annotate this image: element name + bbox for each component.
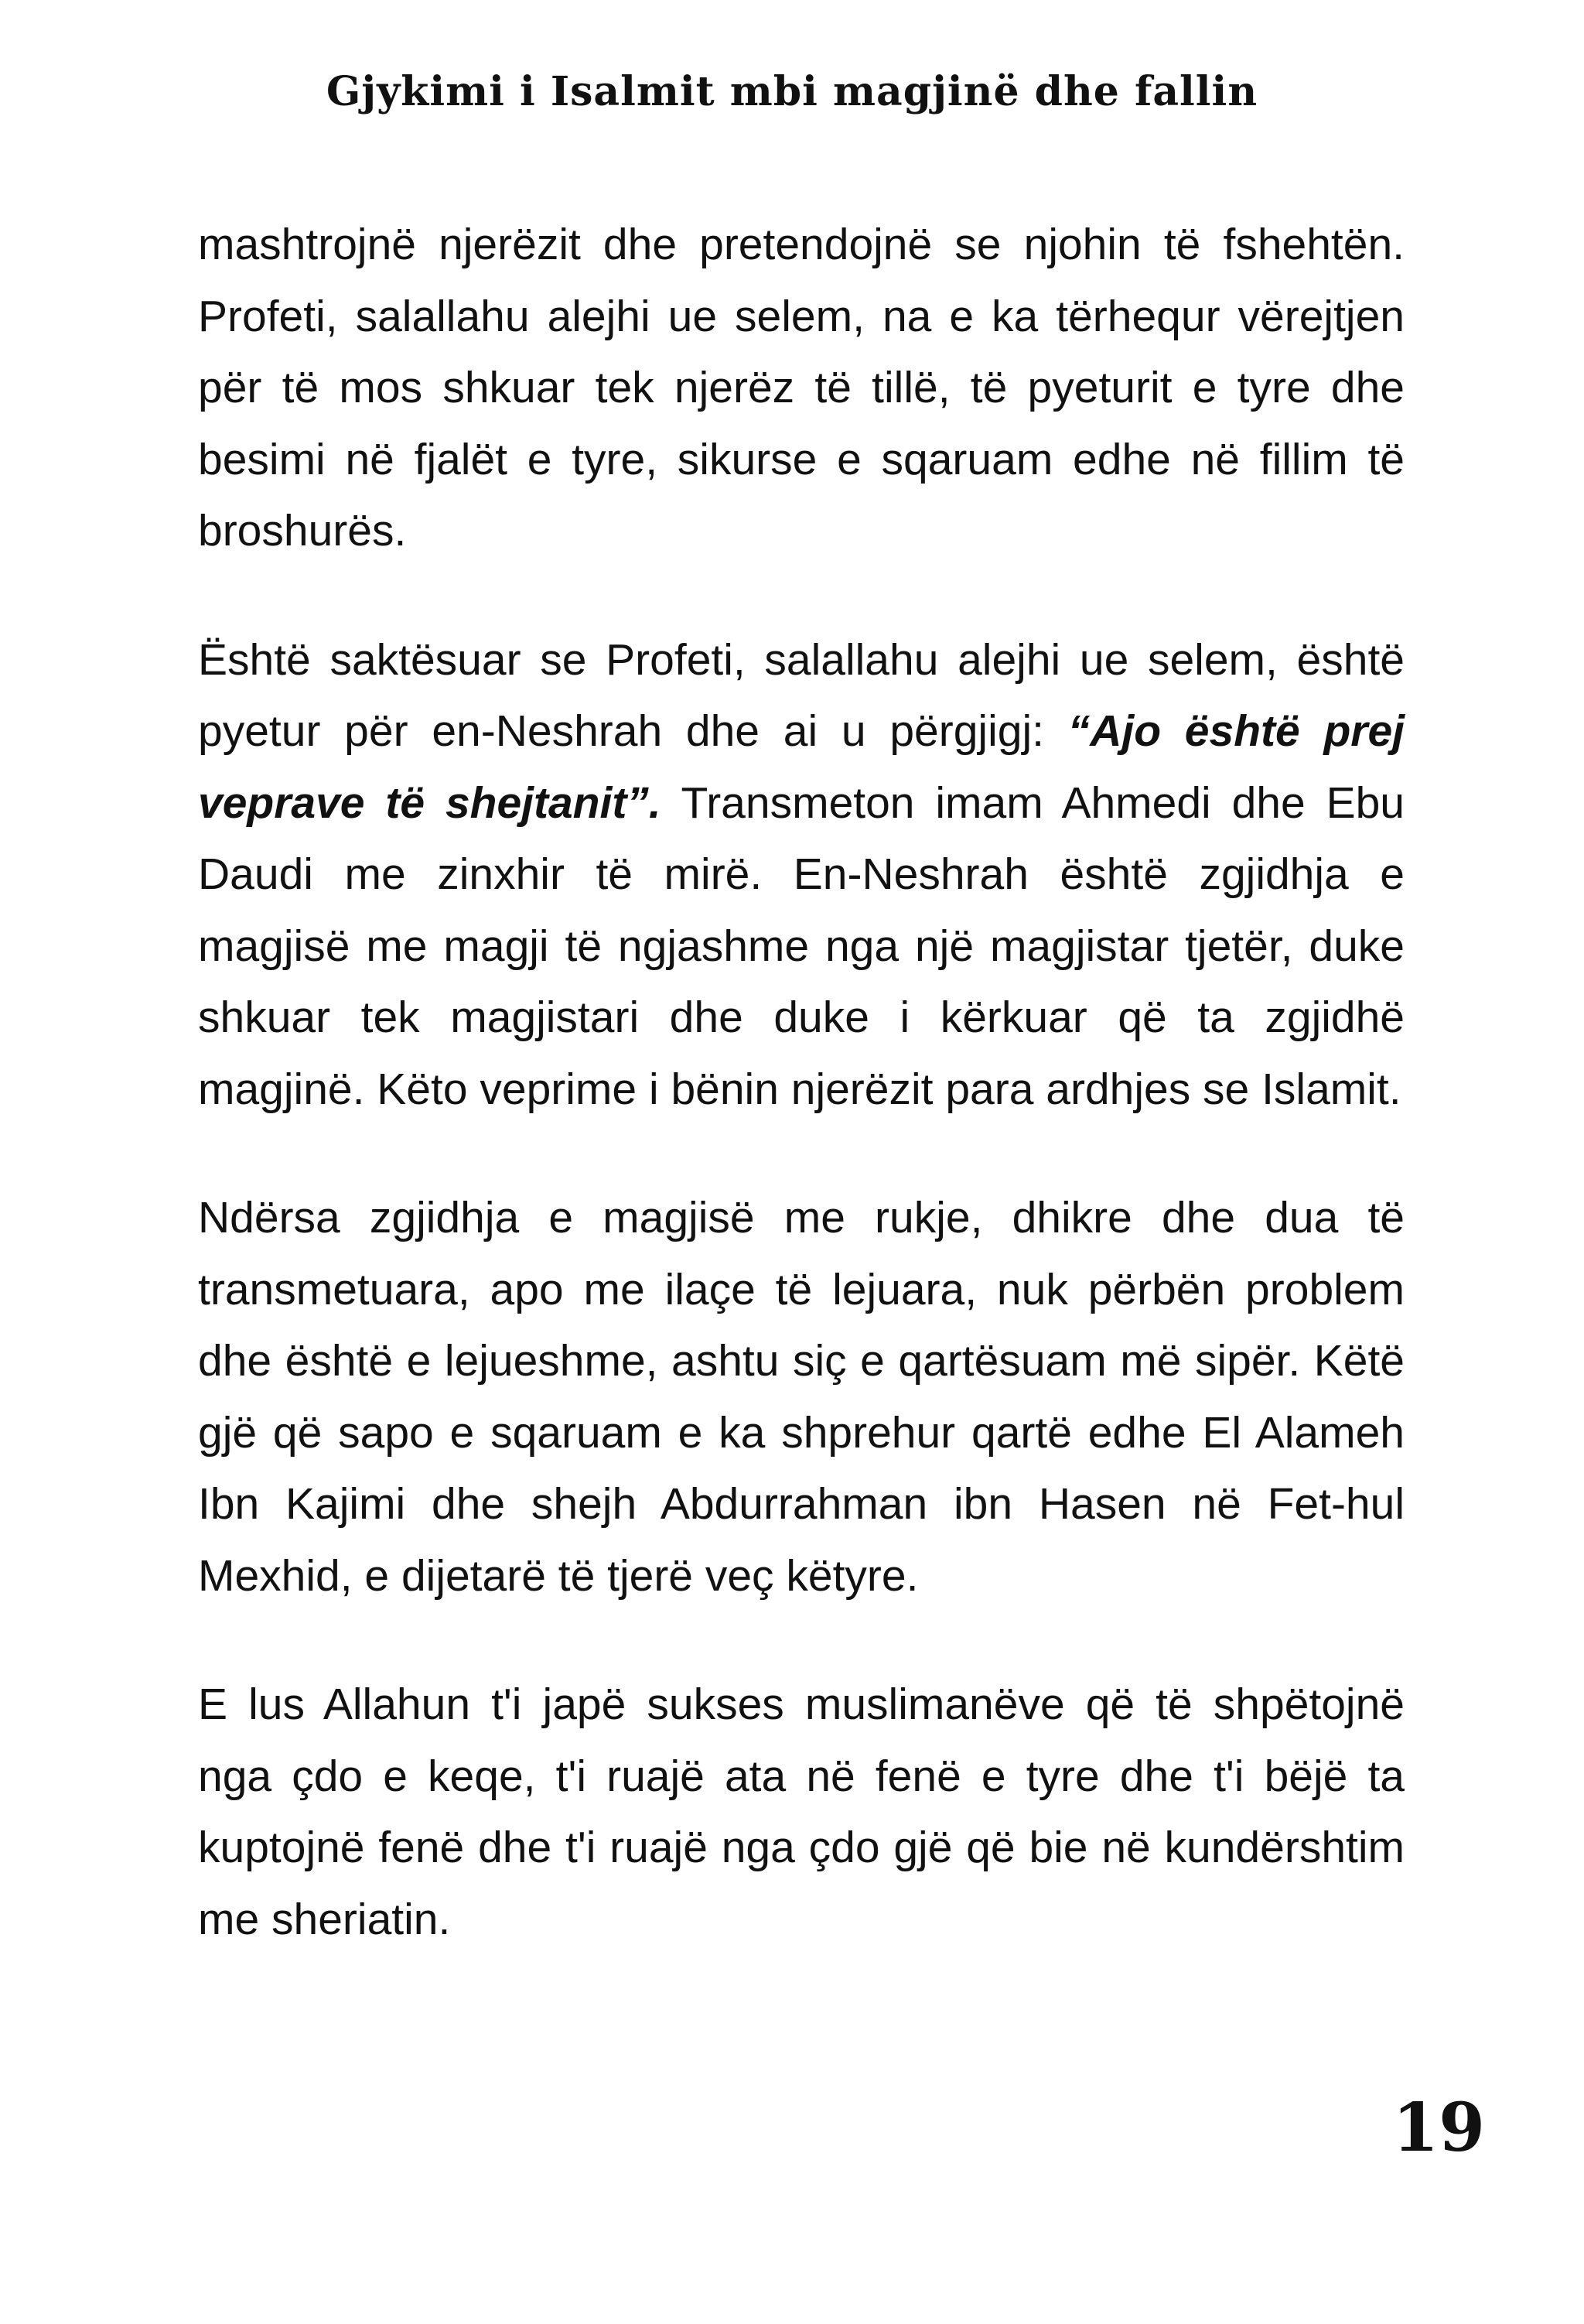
- page-number: 19: [1392, 2089, 1485, 2167]
- paragraph-2-rest: Transmeton imam Ahmedi dhe Ebu Daudi me zinxhir të mirë. En-Neshrah është zgjidhja e magjisë me magji të ngjashme nga një magjistar tjetër, duke shkuar tek magjistari dhe duke i kërkuar që ta zgjidhë magjinë. Këto veprime i bënin njerëzit para ardhjes se Islamit.: [198, 778, 1405, 1114]
- paragraph-2: [198, 624, 1405, 1126]
- hadith-quote: “Ajo është prej veprave të shejtanit”.: [198, 706, 1405, 828]
- running-header-title: Gjykimi i Isalmit mbi magjinë dhe fallin: [326, 68, 1258, 115]
- paragraph-4: E lus Allahun t'i japë sukses muslimanëve që të shpëtojnë nga çdo e keqe, t'i ruajë ata në fenë e tyre dhe t'i bëjë ta kuptojnë fenë dhe t'i ruajë nga çdo gjë që bie në kundërshtim me sheriatin.: [198, 1680, 1405, 1944]
- paragraph-1: mashtrojnë njerëzit dhe pretendojnë se njohin të fshehtën. Profeti, salallahu alejhi ue selem, na e ka tërhequr vërejtjen për të mos shkuar tek njerëz të tillë, të pyeturit e tyre dhe besimi në fjalët e tyre, sikurse e sqaruam edhe në fillim të broshurës.: [198, 220, 1405, 555]
- paragraph-2-lead: Është saktësuar se Profeti, salallahu alejhi ue selem, është pyetur për en-Neshrah dhe ai u përgjigj:: [198, 634, 1405, 756]
- page-body: [198, 209, 1405, 2012]
- paragraph-3: Ndërsa zgjidhja e magjisë me rukje, dhikre dhe dua të transmetuara, apo me ilaçe të lejuara, nuk përbën problem dhe është e lejueshme, ashtu siç e qartësuam më sipër. Këtë gjë që sapo e sqaruam e ka shprehur qartë edhe El Alameh Ibn Kajimi dhe shejh Abdurrahman ibn Hasen në Fet-hul Mexhid, e dijetarë të tjerë veç këtyre.: [198, 1193, 1405, 1601]
